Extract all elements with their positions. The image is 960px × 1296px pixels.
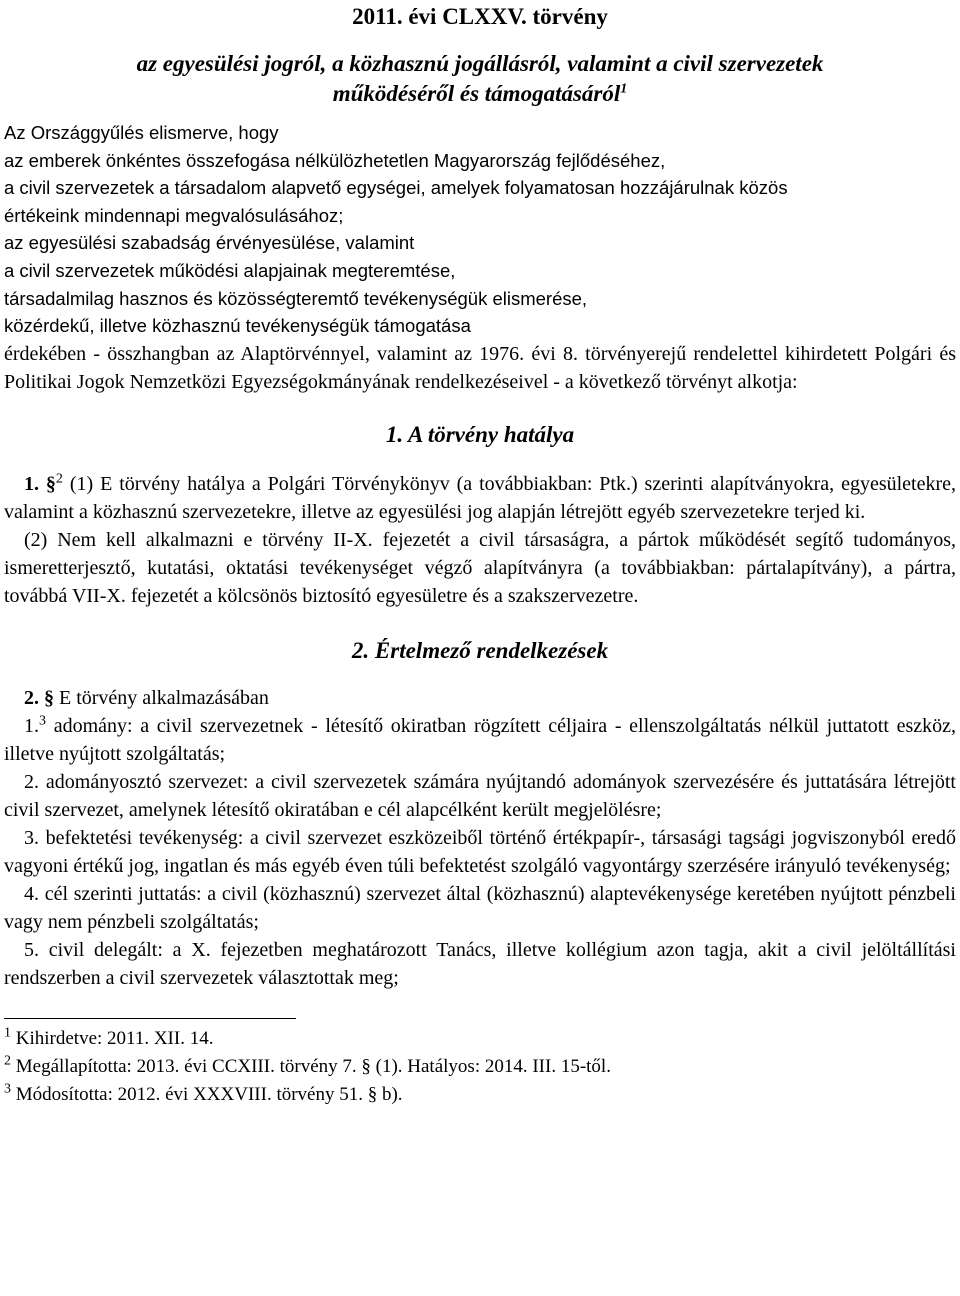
section-sign: §: [45, 472, 56, 495]
footnote-ref-1[interactable]: 1: [620, 81, 628, 97]
preamble-line: a civil szervezetek a társadalom alapvető egységei, amelyek folyamatosan hozzájárulnak közös: [4, 177, 788, 199]
preamble-line: értékeink mindennapi megvalósulásához;: [4, 204, 344, 226]
footnote-number: 3: [4, 1081, 11, 1097]
definition-5: 5. civil delegált: a X. fejezetben meghatározott Tanács, illetve kollégium azon tagja, akit a civil jelöltállítási rendszerben a civil szervezetek választottak meg;: [4, 938, 956, 989]
footnote-divider: [4, 1018, 296, 1019]
law-title: 2011. évi CLXXV. törvény: [352, 4, 608, 29]
preamble-line: a civil szervezetek működési alapjainak megteremtése,: [4, 259, 456, 281]
footnote-2: [4, 1053, 956, 1081]
preamble: [4, 119, 956, 340]
section-2-number: 2.: [24, 686, 39, 709]
preamble-line: közérdekű, illetve közhasznú tevékenységük támogatása: [4, 315, 471, 337]
definition-4: 4. cél szerinti juttatás: a civil (közhasznú) szervezet által (közhasznú) alaptevékenysége keretében nyújtott pénzbeli vagy nem pénzbeli szolgáltatás;: [4, 882, 956, 933]
law-document: [4, 0, 956, 1109]
section-1-text-1: (1) E törvény hatálya a Polgári Törvénykönyv (a továbbiakban: Ptk.) szerinti alapítványokra, egyesületekre, valamint a közhasznú szervezetekre, illetve az egyesülési jog alapján létrejött egyéb szervezetekre terjed ki.: [4, 472, 957, 523]
section-sign: §: [44, 686, 54, 709]
footnote-number: 1: [4, 1025, 11, 1041]
footnotes: [4, 1025, 956, 1109]
definition-2: 2. adományosztó szervezet: a civil szervezetek számára nyújtandó adományok szervezésére és juttatására létrejött civil szervezet, amelynek létesítő okiratában e cél alapcélként került megjelölésre;: [4, 770, 956, 821]
preamble-line: az egyesülési szabadság érvényesülése, valamint: [4, 232, 415, 254]
definition-3: 3. befektetési tevékenység: a civil szervezet eszközeiből történő értékpapír-, társasági tagsági jogviszonyból eredő vagyoni értékű jog, ingatlan és más egyéb éven túli befektetést szolgáló vagyontárgy szerzésére irányuló tevékenység;: [4, 826, 956, 877]
footnote-3: [4, 1081, 956, 1109]
subtitle-line-2-text: működéséről és támogatásáról: [332, 81, 621, 106]
section-1-number: 1.: [24, 472, 39, 495]
footnote-ref-3[interactable]: 3: [39, 713, 46, 729]
preamble-line: Az Országgyűlés elismerve, hogy: [4, 122, 279, 143]
law-subtitle: [4, 49, 956, 109]
subtitle-line-2: [4, 79, 956, 109]
definition-1-number: 1.: [24, 714, 39, 737]
footnote-ref-2[interactable]: 2: [55, 471, 63, 487]
preamble-line: társadalmilag hasznos és közösségteremtő tevékenységük elismerése,: [4, 287, 588, 309]
subtitle-line-1: az egyesülési jogról, a közhasznú jogállásról, valamint a civil szervezetek: [136, 51, 824, 76]
definition-1-text: adomány: a civil szervezetnek - létesítő okiratban rögzített céljaira - ellenszolgáltatás nélkül juttatott eszköz, illetve nyújtott szolgáltatás;: [4, 714, 956, 765]
preamble-line: az emberek önkéntes összefogása nélkülözhetetlen Magyarország fejlődéséhez,: [4, 149, 666, 171]
enactment-clause: érdekében - összhangban az Alaptörvénnyel, valamint az 1976. évi 8. törvényerejű rendelettel kihirdetett Polgári és Politikai Jogok Nemzetközi Egyezségokmányának rendelkezéseivel - a következő törvényt alkotja:: [4, 342, 956, 393]
footnote-text: Módosította: 2012. évi XXXVIII. törvény 51. § b).: [15, 1083, 403, 1105]
chapter-2-heading: 2. Értelmező rendelkezések: [351, 637, 609, 663]
footnote-text: Kihirdetve: 2011. XII. 14.: [15, 1027, 214, 1049]
section-1-paragraph-2: (2) Nem kell alkalmazni e törvény II-X. fejezetét a civil társaságra, a pártok működését segítő tudományos, ismeretterjesztő, kutatási, oktatási tevékenységet végző alapítványra (a továbbiakban: pártalapítvány), a pártra, továbbá VII-X. fejezetét a kölcsönös biztosító egyesületre és a szakszervezetre.: [4, 528, 956, 607]
footnote-1: [4, 1025, 956, 1053]
section-1-paragraph-1: [4, 470, 956, 526]
section-2-intro-text: E törvény alkalmazásában: [59, 686, 269, 709]
footnote-number: 2: [4, 1053, 11, 1069]
definition-1: [4, 712, 956, 768]
footnote-text: Megállapította: 2013. évi CCXIII. törvény 7. § (1). Hatályos: 2014. III. 15-től.: [15, 1055, 611, 1077]
section-2-intro: [4, 684, 956, 712]
chapter-1-heading: 1. A törvény hatálya: [385, 421, 575, 447]
